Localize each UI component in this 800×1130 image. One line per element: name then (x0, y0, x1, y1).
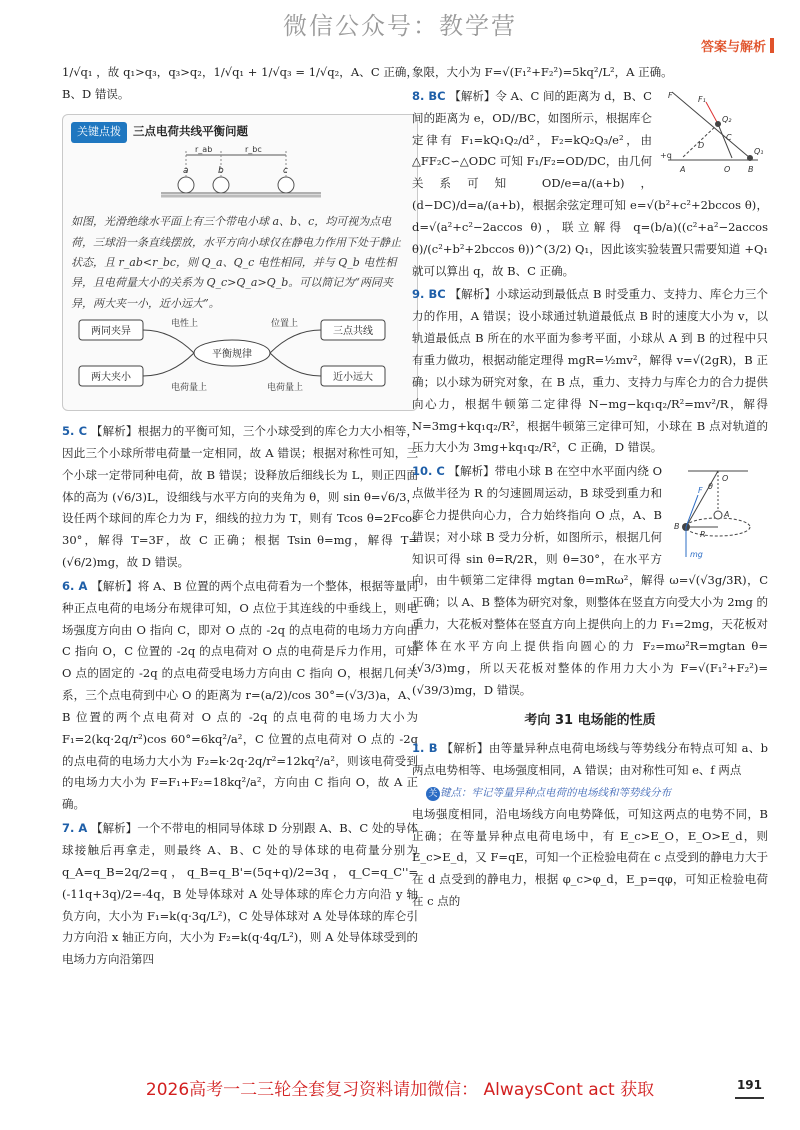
fig8-F: F (668, 90, 673, 100)
mindmap-edge-4: 电荷量上 (267, 383, 304, 394)
answer-9 (412, 284, 768, 459)
fig8-B: B (748, 164, 754, 174)
key-point-tag: 关键点拨 (71, 122, 127, 143)
top-watermark: 微信公众号：教学营 (283, 12, 517, 40)
key-point-text: 如图，光滑绝缘水平面上有三个带电小球 a、b、c，均可视为点电荷，三球沿一条直线摆放，水平方向小球仅在静电力作用下处于静止状态，且 r_ab<r_bc，则 Q_a、Q_c 电性相同，并与 Q_b 电性相异，且电荷量大小的关系为 Q_c>Q_a>Q_b。可以简记为“两同夹异，两大夹一小，近小远大”。 (71, 215, 401, 310)
label-rbc: r_bc (245, 144, 262, 154)
intro-line: 1/√q₁ ，故 q₁>q₃，q₃>q₂，1/√q₁ + 1/√q₃ = 1/√q₂，A、C 正确，B、D 错误。 (62, 65, 418, 101)
fig8-Q2: Q₂ (722, 114, 732, 124)
header-section-title: 答案与解析 (700, 40, 766, 55)
key-note-label: 键点： (440, 786, 472, 799)
label-rab: r_ab (195, 144, 213, 154)
key-point-box (62, 114, 418, 411)
fig8-C: C (726, 132, 732, 142)
key-note (426, 784, 768, 804)
section-answer-1-num: 1. B (412, 741, 438, 756)
answer-7 (62, 818, 418, 971)
answer-6 (62, 576, 418, 816)
label-b: b (218, 165, 224, 176)
answer-10-num: 10. C (412, 464, 445, 479)
key-point-title: 三点电荷共线平衡问题 (133, 123, 248, 138)
answer-7-num: 7. A (62, 821, 88, 836)
fig10-B: B (674, 522, 680, 532)
fig8-q: +q (660, 150, 672, 160)
answer-10-text: 【解析】带电小球 B 在空中水平面内绕 O 点做半径为 R 的匀速圆周运动，B 球受到重力和库仑力提供向心力，合力始终指向 O 点，A、B 错误；对小球 B 受力分析，如图所示，根据几何知识可得 sin θ=R/2R，则 θ=30°，在水平方向，由牛顿第二定律得 mgtan θ=mRω²，解得 ω=√(√3g/3R)，C 正确；以 A、B 整体为研究对象，则整体在竖直方向受大小为 2mg 的重力，大花板对整体在竖直方向上提供向上的力 F₁=2mg，天花板对整体在水平方向上提供指向圆心的力 F₂=mω²R=mgtan θ=(√3/3)mg，所以天花板对整体的作用力大小为 F=√(F₁²+F₂²)=(√39/3)mg，D 错误。 (412, 464, 768, 697)
q8-figure (658, 88, 768, 180)
fig10-mg: mg (690, 550, 703, 560)
section-heading: 考向 31 电场能的性质 (524, 713, 656, 729)
fig8-O: O (724, 164, 731, 174)
q10-figure (668, 465, 768, 561)
fig10-O: O (722, 474, 729, 484)
mindmap-center: 平衡规律 (212, 349, 252, 361)
mindmap-node-3: 三点共线 (333, 326, 373, 338)
answer-9-text: 【解析】小球运动到最低点 B 时受重力、支持力、库仑力三个力的作用，A 错误；设小球通过轨道最低点 B 时的速度大小为 v，以轨道最低点 B 所在的水平面为参考平面，小球从 A 到 B 的过程中只有重力做功，根据动能定理得 mgR=½mv²，解得 v=√(2gR)，B 正确；以小球为研究对象，在 B 点，重力、支持力与库仑力的合力提供向心力，根据牛顿第二定律得 N−mg−kq₁q₂/R²=mv²/R，解得 N=3mg+kq₁q₂/R²，根据牛顿第三定律可知，小球在 B 点对轨道的压力大小为 3mg+kq₁q₂/R²，C 正确，D 错误。 (412, 287, 768, 455)
answer-8-num: 8. BC (412, 88, 446, 103)
header-bar (770, 38, 774, 53)
answer-5 (62, 421, 418, 574)
charge-b (213, 177, 229, 193)
mindmap-node-1: 两同夹异 (91, 326, 131, 338)
fig10-F: F (698, 486, 703, 496)
key-note-badge: 关 (426, 787, 440, 801)
answer-8-text: 【解析】令 A、C 间的距离为 d，B、C 间的距离为 e，OD//BC，如图所示，根据库仑定律有 F₁=kQ₁Q₂/d²，F₂=kQ₂Q₃/e²，由△FF₂C∽△ODC 可知 F₁/F₂=OD/DC，由几何关系可知 OD/e=a/(a+b)，(d−DC)/d=a/(a+b)，根据余弦定理可知 e=√(b²+c²+2bccos θ)，d=√(a²+c²−2accos θ)，联立解得 q=(b/a)((c²+a²−2accos θ)/(c²+b²+2bccos θ))^(3/2) Q₁，因此该实验装置只需要知道 +Q₁ 就可以算出 q，故 B、C 正确。 (412, 88, 768, 278)
fig8-F1: F₁ (698, 94, 706, 104)
mindmap-edge-3: 位置上 (271, 319, 299, 330)
key-note-text: 牢记等量异种点电荷的电场线和等势线分布 (471, 786, 671, 799)
label-c: c (283, 165, 288, 176)
mindmap-edge-2: 电荷量上 (171, 383, 208, 394)
answer-7-continued: 象限，大小为 F=√(F₁²+F₂²)=5kq²/L²，A 正确。 (412, 65, 673, 79)
fig10-A: A (724, 510, 730, 520)
balance-mindmap (71, 314, 409, 394)
answer-6-text: 【解析】将 A、B 位置的两个点电荷看为一个整体，根据等量同种正点电荷的电场分布规律可知，O 点位于其连线的中垂线上，则电场强度方向由 O 指向 C，即对 O 点的 -2q 的点电荷的电场力方向由 C 指向 O，C 位置的 -2q 的点电荷对 O 点的电荷是斥力作用，可知 O 点的固定的 -2q 的点电荷受电场力方向由 C 指向 O，根据几何关系，三个点电荷到中心 O 的距离为 r=(a/2)/cos 30°=(√3/3)a，A、B 位置的两个点电荷对 O 点的 -2q 的点电荷的电场力大小为 F₁=2(kq·2q/r²)cos 60°=6kq²/a²，C 位置的点电荷对 O 点的 -2q 的点电荷的电场力大小为 F₂=k·2q·2q/r²=12kq²/a²，则该电荷受到的电场力大小为 F=F₁+F₂=18kq²/a²，方向由 C 指向 O，故 A 正确。 (62, 578, 419, 812)
charge-c (278, 177, 294, 193)
answer-7-text: 【解析】一个不带电的相同导体球 D 分别跟 A、B、C 处的导体球接触后再拿走，则最终 A、B、C 处的导体球的电荷量分别为 q_A=q_B=2q/2=q，q_B=q_B'=(5q+q)/2=3q，q_C=q_C''=(-11q+3q)/2=-4q，B 处导体球对 A 处导体球的库仑力方向沿 y 轴负方向，大小为 F₁=k(q·3q/L²)，C 处导体球对 A 处导体球的库仑引力方向沿 x 轴正方向，大小为 F₂=k(q·4q/L²)，则 A 处导体球受到的电场力方向沿第四 (62, 821, 418, 967)
answer-9-num: 9. BC (412, 287, 446, 302)
section-answer-1-continued: 电场强度相同，沿电场线方向电势降低，可知这两点的电势不同，B 正确；在等量异种点电荷电场中，有 E_c>E_O，E_O>E_d，则 E_c>E_d，又 F=qE，可知一个正检验电荷在 c 点受到的静电力大于在 d 点受到的静电力，根据 φ_c>φ_d，E_p=qφ，可知正检验电荷在 c 点的 (412, 806, 768, 909)
footer-text: 2026高考一二三轮全套复习资料请加微信： AlwaysCont act 获取 (145, 1080, 655, 1100)
fig8-A: A (680, 164, 686, 174)
three-charges-figure (71, 143, 409, 205)
fig10-theta: θ (708, 482, 713, 492)
label-a: a (183, 165, 189, 176)
page-number: 191 (735, 1074, 764, 1099)
mindmap-node-2: 两大夹小 (91, 372, 131, 384)
answer-5-num: 5. C (62, 423, 88, 438)
fig8-D: D (698, 140, 705, 150)
left-column (62, 62, 418, 973)
answer-5-text: 【解析】根据力的平衡可知，三个小球受到的库仑力大小相等，因此三个小球所带电荷量一定相同，故 A 错误；根据对称性可知，三个小球一定带同种电荷，故 B 错误；设释放后细线长为 L，则正四面体的高为 (√6/3)L，设细线与水平方向的夹角为 θ，则 sin θ=√6/3，设任两个球间的库仑力为 F，细线的拉力为 T，则有 Tcos θ=2Fcos 30°，解得 T=3F，故 C 正确；根据 Tsin θ=mg，解得 T=(√6/2)mg，故 D 错误。 (62, 423, 419, 570)
section-answer-1 (412, 738, 768, 782)
answer-6-num: 6. A (62, 578, 88, 593)
mindmap-edge-1: 电性上 (171, 319, 199, 330)
mindmap-node-4: 近小远大 (333, 372, 373, 384)
charge-a (178, 177, 194, 193)
fig10-R: R (700, 530, 706, 540)
right-column (412, 62, 768, 915)
section-answer-1-text: 【解析】由等量异种点电荷电场线与等势线分布特点可知 a、b 两点电势相等、电场强度相同，A 错误；由对称性可知 e、f 两点 (412, 741, 768, 777)
fig8-Q1: Q₁ (754, 146, 764, 156)
